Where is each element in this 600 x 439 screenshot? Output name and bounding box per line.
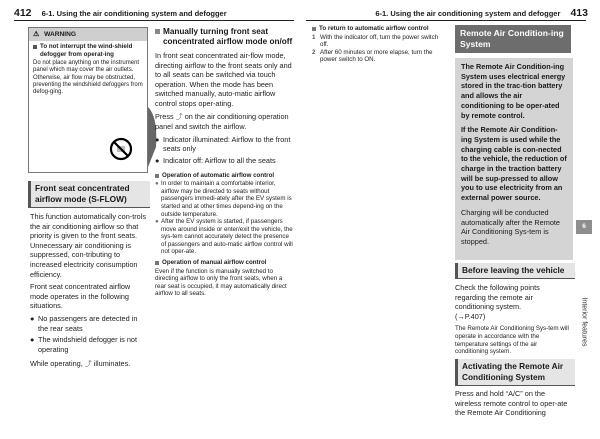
s-flow-para2: Front seat concentrated airflow mode operates in the following situations. bbox=[30, 282, 131, 311]
auto-op-bullet-2 bbox=[155, 218, 293, 256]
s-flow-while-operating bbox=[30, 359, 146, 370]
activating-text: Press and hold “A/C” on the wireless remote control to oper-ate the Remote Air Conditioning bbox=[455, 389, 568, 418]
manual-op-text: Even if the function is manually switched to directing airflow to only the front seats, when a rear seat is occupied, it may automatically direct airflow to all seats. bbox=[155, 267, 287, 298]
before-leaving-para1: Check the following points regarding the remote air conditioning system. bbox=[455, 283, 540, 312]
step-number: 2 bbox=[312, 48, 316, 56]
manual-bullet-2 bbox=[155, 156, 293, 166]
return-step-2 bbox=[312, 49, 444, 64]
press-suffix: on the air conditioning operation panel and switch the airflow. bbox=[155, 111, 289, 132]
remote-ac-para1: The Remote Air Condition-ing System uses electrical energy stored in the trac-tion battery and allows the air conditioning to be oper-ated by remote control. bbox=[461, 62, 566, 120]
bullet-dot-icon: ● bbox=[155, 180, 159, 188]
manual-bullet-text: Indicator illuminated: Airflow to the front seats only bbox=[163, 134, 291, 154]
chapter-tab-label: Interior features bbox=[580, 297, 588, 347]
right-header-title: 6-1. Using the air conditioning system and defogger bbox=[375, 9, 561, 18]
warning-triangle-icon: ⚠ bbox=[33, 31, 40, 38]
manual-op-note bbox=[155, 259, 293, 298]
right-page-number: 413 bbox=[570, 7, 588, 19]
manual-press bbox=[155, 112, 293, 132]
while-suffix: illuminates. bbox=[93, 359, 131, 369]
auto-op-heading bbox=[155, 172, 293, 180]
return-auto-heading bbox=[312, 25, 444, 33]
bullet-dot-icon: ● bbox=[155, 218, 159, 226]
s-flow-content bbox=[30, 212, 146, 370]
activating-heading: Activating the Remote Air Conditioning System bbox=[455, 359, 575, 386]
manual-op-heading-text: Operation of manual airflow control bbox=[162, 259, 267, 267]
manual-op-heading bbox=[155, 259, 293, 267]
before-leaving-ref: (→P.407) bbox=[455, 311, 486, 321]
step-text: After 60 minutes or more elapse, turn the power switch to ON. bbox=[320, 48, 433, 64]
while-prefix: While operating, bbox=[30, 359, 83, 369]
remote-ac-para3: Charging will be conducted automatically after the Remote Air Conditioning Sys-tem is stopped. bbox=[461, 207, 560, 246]
s-flow-heading: Front seat concentrated airflow mode (S-FLOW) bbox=[28, 181, 150, 208]
s-flow-bullet-text: The windshield defogger is not operating bbox=[38, 335, 137, 354]
s-flow-bullet-1 bbox=[30, 314, 146, 333]
return-auto-heading-text: To return to automatic airflow control bbox=[319, 25, 429, 32]
remote-ac-info-box bbox=[455, 58, 573, 260]
seat-airflow-icon: ⤴ bbox=[84, 361, 92, 369]
press-prefix: Press bbox=[155, 111, 174, 121]
s-flow-para1: This function automatically con-trols the air conditioning airflow so that priority is given to the front seats. Unnecessary air conditioning is suppressed, con-tributing to increased electricity consumption efficiency. bbox=[30, 212, 146, 279]
before-leaving-content bbox=[455, 283, 569, 356]
warning-heading-text: To not interrupt the wind-shield defogger from operat-ing bbox=[40, 43, 133, 58]
warning-heading bbox=[33, 43, 143, 58]
s-flow-bullet-text: No passengers are detected in the rear seats bbox=[38, 313, 138, 333]
bullet-dot-icon: ● bbox=[155, 155, 160, 165]
square-bullet-icon bbox=[155, 29, 160, 34]
manual-section bbox=[155, 27, 293, 298]
bullet-dot-icon: ● bbox=[155, 134, 160, 144]
chapter-tab-label-wrap bbox=[578, 292, 590, 352]
auto-op-bullet-1 bbox=[155, 180, 293, 218]
activating-content bbox=[455, 389, 569, 418]
before-leaving-heading: Before leaving the vehicle bbox=[455, 263, 575, 279]
bullet-dot-icon: ● bbox=[30, 335, 35, 345]
auto-op-note bbox=[155, 172, 293, 257]
remote-ac-para2: If the Remote Air Condition-ing System is used while the charging cable is con-nected to the vehicle, the reduction of charge in the traction battery will be sup-pressed to allow you to use electricity from an external power source. bbox=[461, 125, 567, 203]
step-text: With the indicator off, turn the power switch off. bbox=[320, 33, 439, 49]
s-flow-button-icon: ⤴ bbox=[175, 113, 183, 121]
remote-ac-heading: Remote Air Condition-ing System bbox=[455, 25, 571, 53]
manual-bullet-text: Indicator off: Airflow to all the seats bbox=[163, 155, 276, 165]
left-header-title: 6-1. Using the air conditioning system and defogger bbox=[41, 9, 227, 18]
square-bullet-icon bbox=[155, 261, 159, 265]
s-flow-bullet-2 bbox=[30, 335, 146, 354]
warning-label: WARNING bbox=[44, 31, 76, 38]
manual-heading-text: Manually turning front seat concentrated airflow mode on/off bbox=[163, 27, 293, 46]
return-auto-note bbox=[312, 25, 444, 64]
square-bullet-icon bbox=[33, 45, 37, 49]
step-number: 1 bbox=[312, 33, 316, 41]
auto-op-bullet-text: After the EV system is started, if passengers move around inside or enter/exit the vehicle, the sys-tem cannot accurately detect the presence of passengers and auto-matic airflow control will not oper-ate. bbox=[161, 218, 293, 256]
manual-bullet-1 bbox=[155, 135, 293, 154]
return-step-1 bbox=[312, 34, 444, 49]
left-page-number: 412 bbox=[14, 7, 32, 19]
left-header-rule bbox=[14, 20, 294, 21]
manual-para1: In front seat concentrated air-flow mode, directing airflow to the front seats only and to all seats can be switched via touch operation. When the mode has been switched manually, auto-matic airflow control stops oper-ating. bbox=[155, 51, 292, 108]
chapter-tab-number: 6 bbox=[576, 220, 592, 234]
square-bullet-icon bbox=[155, 174, 159, 178]
manual-heading bbox=[155, 27, 293, 47]
right-header-rule bbox=[306, 20, 586, 21]
warning-text: Do not place anything on the instrument panel which may cover the air outlets. Otherwise, air flow may be obstructed, preventing the windshield defoggers from defog-ging. bbox=[33, 60, 143, 96]
auto-op-bullet-text: In order to maintain a comfortable interior, airflow may be directed to seats without passengers immedi-ately after the EV system is started and at other times depend-ing on the outside temperature. bbox=[161, 180, 292, 218]
left-page-header bbox=[14, 6, 227, 20]
warning-header bbox=[29, 28, 147, 41]
square-bullet-icon bbox=[312, 27, 316, 31]
before-leaving-note: The Remote Air Conditioning Sys-tem will operate in accordance with the temperature settings of the air conditioning system. bbox=[455, 325, 569, 356]
no-objects-prohibition-icon bbox=[109, 137, 133, 166]
right-page-header bbox=[375, 6, 588, 20]
warning-box bbox=[28, 27, 148, 173]
bullet-dot-icon: ● bbox=[30, 313, 35, 323]
auto-op-heading-text: Operation of automatic airflow control bbox=[162, 171, 275, 179]
